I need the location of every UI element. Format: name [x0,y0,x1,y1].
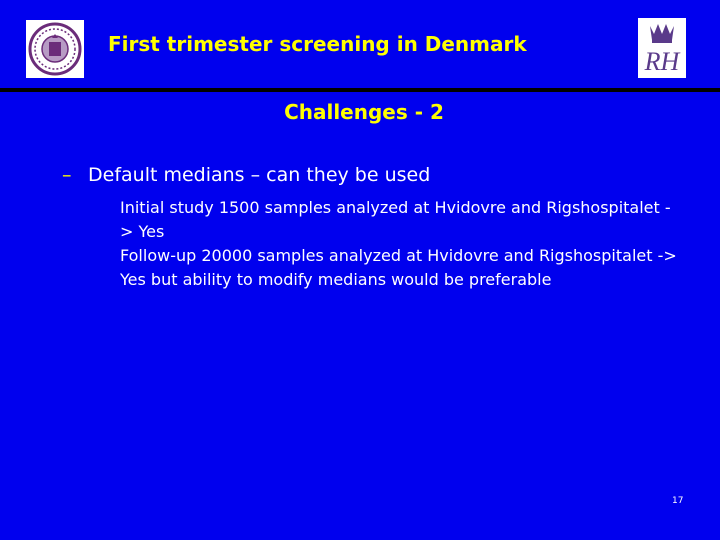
page-number: 17 [672,496,684,506]
rigshospitalet-logo [638,18,686,78]
bullet-dash: – [62,164,72,186]
sub-item-initial-study: Initial study 1500 samples analyzed at Hvidovre and Rigshospitalet -> Yes [120,198,671,241]
header-title: First trimester screening in Denmark [108,32,527,56]
sub-item-list [120,196,680,292]
slide-title: Challenges - 2 [284,100,444,124]
rh-logo-letters: RH [644,47,680,76]
header-divider [0,88,720,92]
university-seal-logo [26,20,84,78]
bullet-text: Default medians – can they be used [88,164,431,186]
sub-item-follow-up: Follow-up 20000 samples analyzed at Hvidovre and Rigshospitalet -> Yes but ability to modify medians would be preferable [120,246,677,289]
bullet-item [62,164,430,186]
